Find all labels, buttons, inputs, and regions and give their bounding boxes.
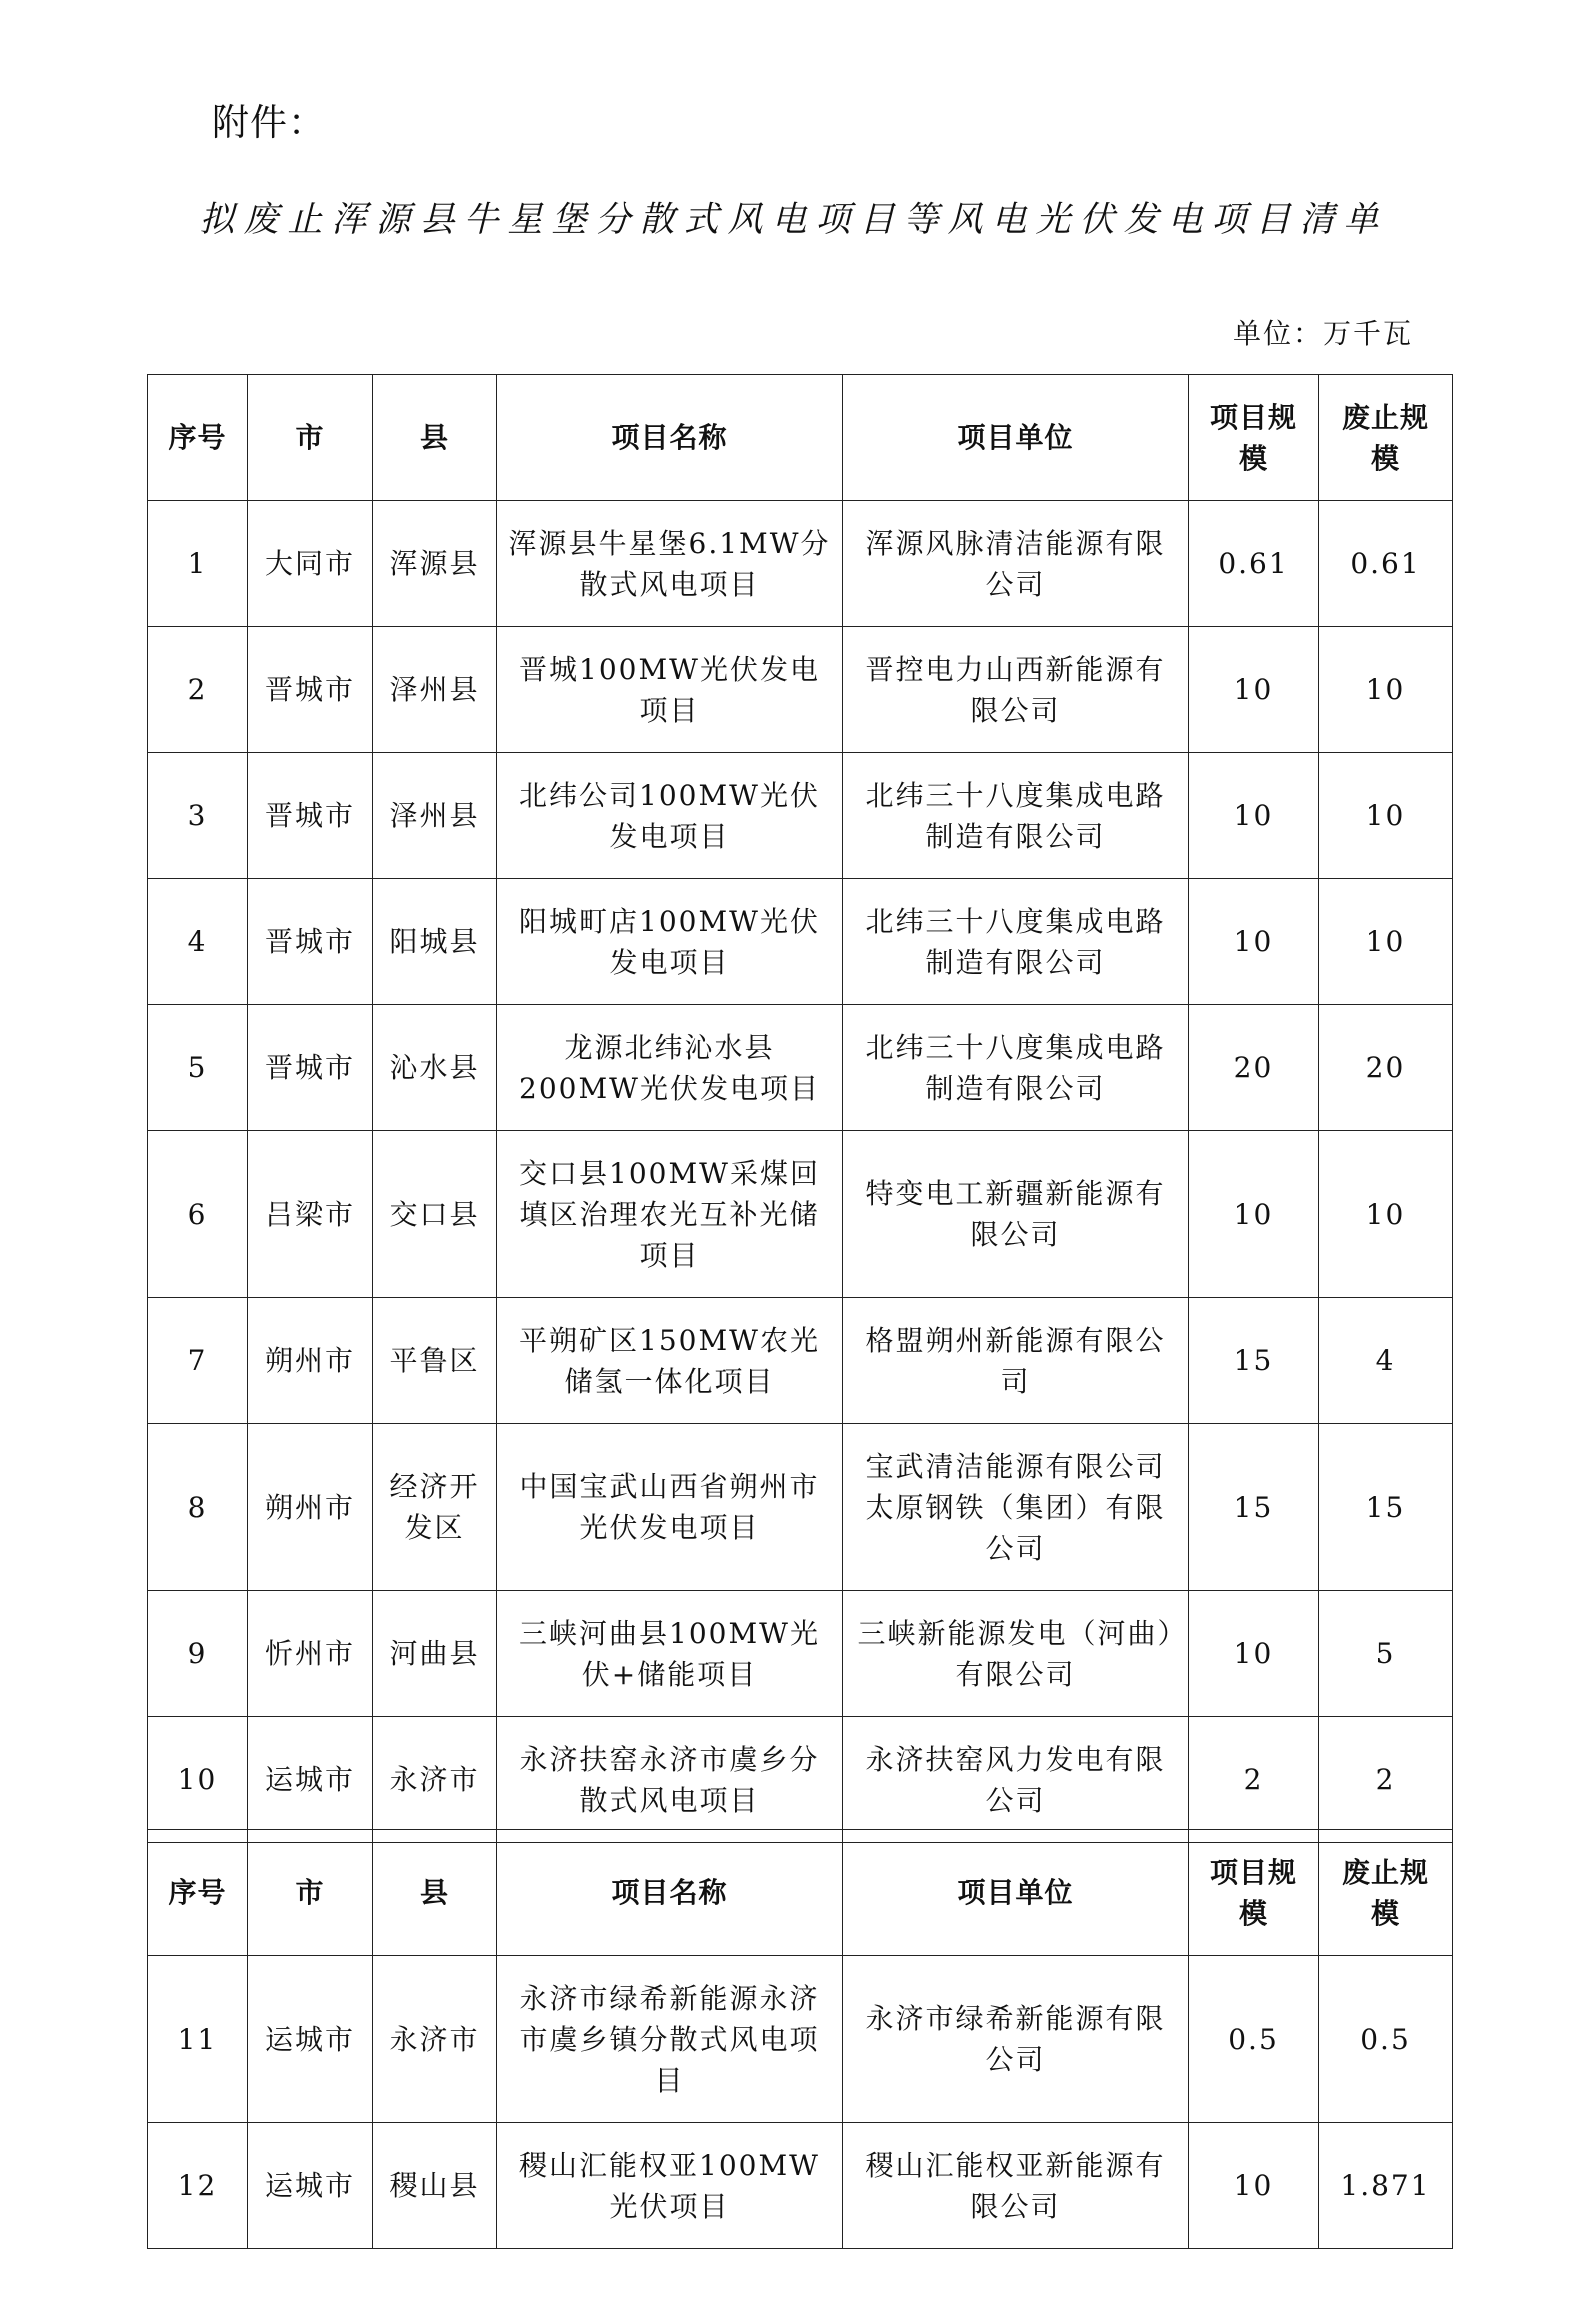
header-abolished-scale: 废止规模: [1319, 375, 1453, 501]
cell-project-company: 北纬三十八度集成电路制造有限公司: [843, 1005, 1189, 1131]
cell-city: 晋城市: [248, 879, 373, 1005]
cell-city: 大同市: [248, 501, 373, 627]
cell-county: 河曲县: [373, 1591, 497, 1717]
table-row: [148, 501, 1453, 627]
header-project-scale: 项目规模: [1189, 1830, 1319, 1956]
table-row: [148, 1131, 1453, 1298]
cell-project-scale: 10: [1189, 2123, 1319, 2249]
cell-county: 泽州县: [373, 753, 497, 879]
cell-abolished-scale: 1.871: [1319, 2123, 1453, 2249]
cell-abolished-scale: 15: [1319, 1424, 1453, 1591]
cell-project-name: 永济扶窑永济市虞乡分散式风电项目: [497, 1717, 843, 1843]
table-row: [148, 627, 1453, 753]
cell-project-name: 永济市绿希新能源永济市虞乡镇分散式风电项目: [497, 1956, 843, 2123]
cell-county: 稷山县: [373, 2123, 497, 2249]
cell-no: 1: [148, 501, 248, 627]
cell-no: 6: [148, 1131, 248, 1298]
table-row: [148, 1005, 1453, 1131]
cell-abolished-scale: 4: [1319, 1298, 1453, 1424]
cell-project-company: 格盟朔州新能源有限公司: [843, 1298, 1189, 1424]
cell-project-name: 浑源县牛星堡6.1MW分散式风电项目: [497, 501, 843, 627]
unit-label: 单位：万千瓦: [1232, 317, 1413, 350]
document-title: 拟废止浑源县牛星堡分散式风电项目等风电光伏发电项目清单: [199, 200, 1388, 240]
cell-no: 11: [148, 1956, 248, 2123]
cell-project-scale: 20: [1189, 1005, 1319, 1131]
cell-project-company: 稷山汇能权亚新能源有限公司: [843, 2123, 1189, 2249]
header-city: 市: [248, 1830, 373, 1956]
project-table-page1: [147, 374, 1453, 1843]
cell-project-scale: 15: [1189, 1298, 1319, 1424]
cell-no: 10: [148, 1717, 248, 1843]
cell-project-company: 北纬三十八度集成电路制造有限公司: [843, 753, 1189, 879]
header-no: 序号: [148, 375, 248, 501]
cell-county: 交口县: [373, 1131, 497, 1298]
cell-project-name: 晋城100MW光伏发电项目: [497, 627, 843, 753]
cell-project-company: 晋控电力山西新能源有限公司: [843, 627, 1189, 753]
table-header-row: [148, 375, 1453, 501]
cell-project-company: 永济扶窑风力发电有限公司: [843, 1717, 1189, 1843]
cell-county: 经济开发区: [373, 1424, 497, 1591]
cell-project-company: 北纬三十八度集成电路制造有限公司: [843, 879, 1189, 1005]
cell-project-name: 平朔矿区150MW农光储氢一体化项目: [497, 1298, 843, 1424]
table-row: [148, 879, 1453, 1005]
cell-abolished-scale: 10: [1319, 879, 1453, 1005]
cell-city: 朔州市: [248, 1424, 373, 1591]
cell-county: 浑源县: [373, 501, 497, 627]
cell-project-name: 稷山汇能权亚100MW光伏项目: [497, 2123, 843, 2249]
cell-project-company: 特变电工新疆新能源有限公司: [843, 1131, 1189, 1298]
cell-project-name: 交口县100MW采煤回填区治理农光互补光储项目: [497, 1131, 843, 1298]
cell-no: 3: [148, 753, 248, 879]
cell-no: 12: [148, 2123, 248, 2249]
cell-no: 9: [148, 1591, 248, 1717]
table-row: [148, 1956, 1453, 2123]
header-project-name: 项目名称: [497, 1830, 843, 1956]
cell-project-scale: 0.5: [1189, 1956, 1319, 2123]
cell-abolished-scale: 0.5: [1319, 1956, 1453, 2123]
cell-project-name: 中国宝武山西省朔州市光伏发电项目: [497, 1424, 843, 1591]
cell-city: 晋城市: [248, 1005, 373, 1131]
cell-city: 朔州市: [248, 1298, 373, 1424]
attachment-label: 附件：: [212, 101, 326, 144]
cell-project-scale: 10: [1189, 753, 1319, 879]
table-row: [148, 1298, 1453, 1424]
cell-county: 平鲁区: [373, 1298, 497, 1424]
cell-county: 阳城县: [373, 879, 497, 1005]
cell-project-scale: 2: [1189, 1717, 1319, 1843]
cell-no: 4: [148, 879, 248, 1005]
cell-county: 永济市: [373, 1717, 497, 1843]
cell-county: 永济市: [373, 1956, 497, 2123]
cell-project-scale: 10: [1189, 1131, 1319, 1298]
header-city: 市: [248, 375, 373, 501]
cell-city: 吕梁市: [248, 1131, 373, 1298]
cell-project-scale: 10: [1189, 1591, 1319, 1717]
cell-abolished-scale: 10: [1319, 1131, 1453, 1298]
cell-abolished-scale: 0.61: [1319, 501, 1453, 627]
cell-city: 运城市: [248, 1717, 373, 1843]
cell-abolished-scale: 2: [1319, 1717, 1453, 1843]
cell-abolished-scale: 20: [1319, 1005, 1453, 1131]
cell-no: 5: [148, 1005, 248, 1131]
cell-county: 泽州县: [373, 627, 497, 753]
table-row: [148, 1591, 1453, 1717]
table-row: [148, 753, 1453, 879]
header-county: 县: [373, 375, 497, 501]
cell-abolished-scale: 10: [1319, 753, 1453, 879]
cell-city: 运城市: [248, 1956, 373, 2123]
cell-county: 沁水县: [373, 1005, 497, 1131]
cell-no: 7: [148, 1298, 248, 1424]
header-abolished-scale: 废止规模: [1319, 1830, 1453, 1956]
table-row: [148, 1717, 1453, 1843]
cell-project-company: 三峡新能源发电（河曲）有限公司: [843, 1591, 1189, 1717]
header-project-scale: 项目规模: [1189, 375, 1319, 501]
cell-city: 晋城市: [248, 753, 373, 879]
header-county: 县: [373, 1830, 497, 1956]
cell-project-name: 北纬公司100MW光伏发电项目: [497, 753, 843, 879]
table-header-row: [148, 1830, 1453, 1956]
header-project-company: 项目单位: [843, 1830, 1189, 1956]
cell-abolished-scale: 5: [1319, 1591, 1453, 1717]
project-table-page1-continued: [147, 1829, 1453, 2249]
cell-no: 2: [148, 627, 248, 753]
cell-city: 忻州市: [248, 1591, 373, 1717]
cell-abolished-scale: 10: [1319, 627, 1453, 753]
cell-project-company: 永济市绿希新能源有限公司: [843, 1956, 1189, 2123]
cell-project-scale: 10: [1189, 879, 1319, 1005]
header-project-company: 项目单位: [843, 375, 1189, 501]
cell-project-scale: 10: [1189, 627, 1319, 753]
cell-project-name: 龙源北纬沁水县200MW光伏发电项目: [497, 1005, 843, 1131]
cell-project-company: 宝武清洁能源有限公司 太原钢铁（集团）有限公司: [843, 1424, 1189, 1591]
header-no: 序号: [148, 1830, 248, 1956]
cell-no: 8: [148, 1424, 248, 1591]
cell-city: 晋城市: [248, 627, 373, 753]
cell-project-name: 三峡河曲县100MW光伏+储能项目: [497, 1591, 843, 1717]
table-row: [148, 2123, 1453, 2249]
cell-project-scale: 0.61: [1189, 501, 1319, 627]
table-row: [148, 1424, 1453, 1591]
cell-project-company: 浑源风脉清洁能源有限公司: [843, 501, 1189, 627]
cell-project-name: 阳城町店100MW光伏发电项目: [497, 879, 843, 1005]
header-project-name: 项目名称: [497, 375, 843, 501]
cell-project-scale: 15: [1189, 1424, 1319, 1591]
cell-city: 运城市: [248, 2123, 373, 2249]
